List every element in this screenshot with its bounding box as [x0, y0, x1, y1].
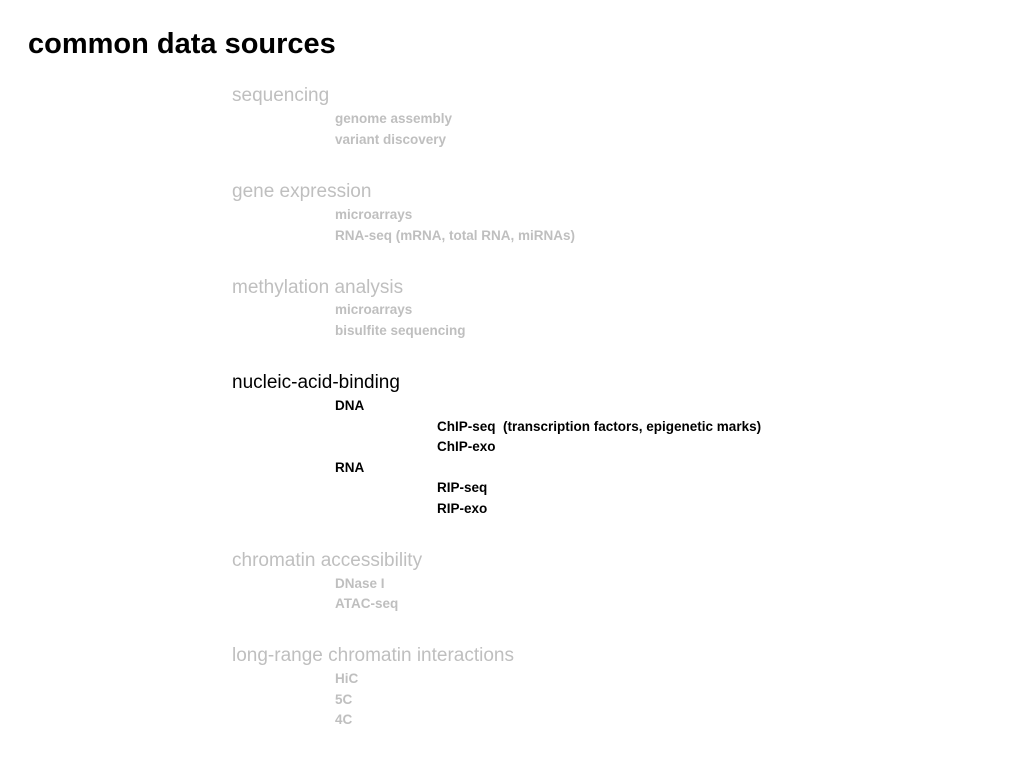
list-item: bisulfite sequencing — [335, 323, 466, 338]
section-heading-sequencing: sequencing — [232, 85, 330, 106]
list-item: microarrays — [335, 207, 413, 222]
list-item: ChIP-exo — [437, 439, 496, 454]
list-item: microarrays — [335, 302, 413, 317]
list-item: DNase I — [335, 576, 385, 591]
group-label-rna: RNA — [335, 460, 365, 475]
section-heading-chromatin-accessibility: chromatin accessibility — [232, 550, 423, 571]
list-item: 4C — [335, 712, 353, 727]
list-item: 5C — [335, 692, 353, 707]
list-item: RNA-seq (mRNA, total RNA, miRNAs) — [335, 228, 576, 243]
section-heading-nucleic-acid-binding: nucleic-acid-binding — [232, 372, 400, 393]
list-item: ChIP-seq (transcription factors, epigenetic marks) — [437, 419, 762, 434]
group-label-dna: DNA — [335, 398, 365, 413]
list-item: variant discovery — [335, 132, 447, 147]
list-item: HiC — [335, 671, 359, 686]
slide-title: common data sources — [28, 28, 336, 60]
list-item: genome assembly — [335, 111, 453, 126]
section-heading-methylation-analysis: methylation analysis — [232, 277, 404, 298]
section-heading-gene-expression: gene expression — [232, 181, 372, 202]
section-heading-long-range-chromatin-interactions: long-range chromatin interactions — [232, 645, 514, 666]
list-item: RIP-seq — [437, 480, 488, 495]
list-item: RIP-exo — [437, 501, 488, 516]
list-item: ATAC-seq — [335, 596, 399, 611]
